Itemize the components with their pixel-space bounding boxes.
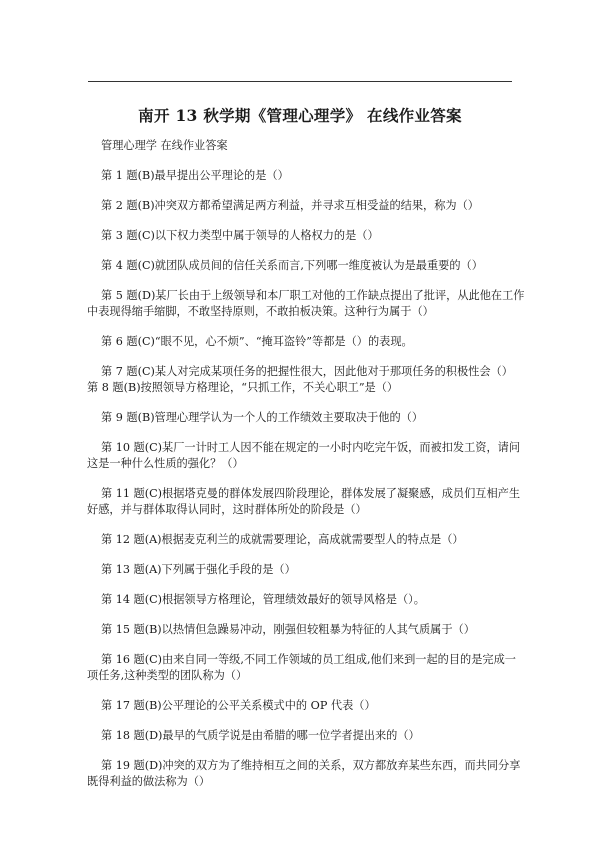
document-subtitle: 管理心理学 在线作业答案 — [101, 139, 228, 152]
question-item: 第 10 题(C)某厂一计时工人因不能在规定的一小时内吃完午饭，而被扣发工资，请问这是一种什么性质的强化？（） — [87, 441, 521, 470]
document-body — [87, 138, 527, 790]
question-item: 第 12 题(A)根据麦克利兰的成就需要理论，高成就需要型人的特点是（） — [101, 533, 464, 546]
document-title: 南开 13 秋学期《管理心理学》 在线作业答案 — [138, 106, 462, 125]
question-item: 第 9 题(B)管理心理学认为一个人的工作绩效主要取决于他的（） — [101, 411, 424, 424]
question-item: 第 7 题(C)某人对完成某项任务的把握性很大，因此他对于那项任务的积极性会（） 第 8 题(B)按照领导方格理论，“只抓工作，不关心职工”是（） — [87, 365, 519, 394]
question-item: 第 4 题(C)就团队成员间的信任关系而言,下列哪一维度被认为是最重要的（） — [101, 259, 483, 272]
question-item: 第 15 题(B)以热情但急躁易冲动，刚强但较粗暴为特征的人其气质属于（） — [101, 623, 475, 636]
question-item: 第 16 题(C)由来自同一等级,不同工作领域的员工组成,他们来到一起的目的是完成一项任务,这种类型的团队称为（） — [87, 653, 516, 682]
question-item: 第 17 题(B)公平理论的公平关系模式中的 OP 代表（） — [101, 699, 376, 712]
question-item: 第 6 题(C)“眼不见，心不烦”、“掩耳盗铃”等都是（）的表现。 — [101, 335, 413, 348]
question-item: 第 5 题(D)某厂长由于上级领导和本厂职工对他的工作缺点提出了批评，从此他在工作中表现得缩手缩脚，不敢坚持原则，不敢拍板决策。这种行为属于（） — [87, 289, 525, 318]
question-item: 第 14 题(C)根据领导方格理论，管理绩效最好的领导风格是（）。 — [101, 593, 425, 606]
question-item: 第 2 题(B)冲突双方都希望满足两方利益，并寻求互相受益的结果，称为（） — [101, 199, 479, 212]
question-item: 第 13 题(A)下列属于强化手段的是（） — [101, 563, 296, 576]
header-rule — [88, 81, 512, 82]
question-item: 第 18 题(D)最早的气质学说是由希腊的哪一位学者提出来的（） — [101, 729, 420, 742]
question-item: 第 3 题(C)以下权力类型中属于领导的人格权力的是（） — [101, 229, 379, 242]
question-item: 第 19 题(D)冲突的双方为了维持相互之间的关系，双方都放弃某些东西，而共同分享既得利益的做法称为（） — [87, 759, 521, 788]
question-item: 第 1 题(B)最早提出公平理论的是（） — [101, 169, 289, 182]
question-item: 第 11 题(C)根据塔克曼的群体发展四阶段理论，群体发展了凝聚感，成员们互相产生好感，并与群体取得认同时，这时群体所处的阶段是（） — [87, 487, 521, 516]
